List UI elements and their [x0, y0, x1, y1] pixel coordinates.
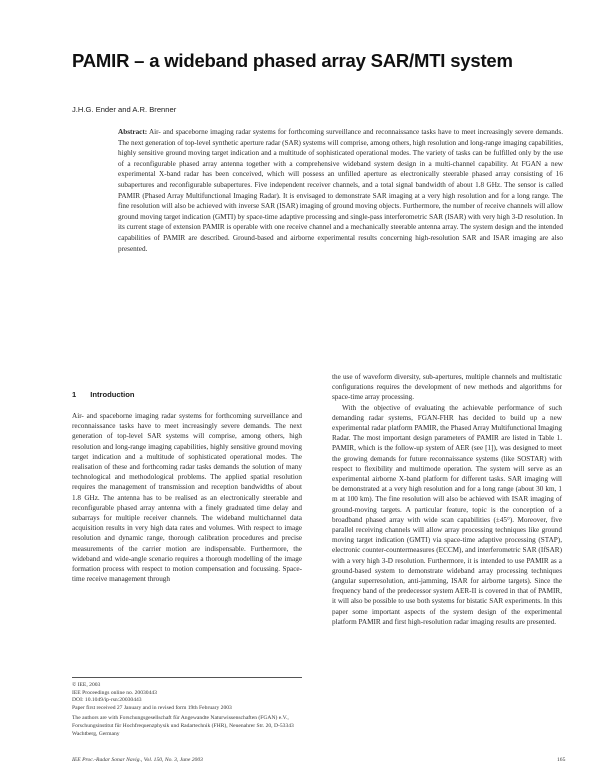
- abstract-body: Air- and spaceborne imaging radar systems for forthcoming surveillance and reconnaissance tasks have to meet increasingly severe demands. The next generation of top-level synthetic aperture radar (SAR) systems will comprise, among others, high resolution and long-range imaging capabilities, highly sensitive ground moving target indication and a multitude of sophisticated operational modes. The variety of tasks can be fulfilled only by the use of a reconfigurable phased array antenna together with a comprehensive wideband system design in a multi-channel capability. At FGAN a new experimental X-band radar has been conceived, which will possess an unfilled aperture as electronically steerable phased array consisting of 16 subapertures and reconfigurable subapertures. Five independent receiver channels, and a total signal bandwidth of about 1.8 GHz. The sensor is called PAMIR (Phased Array Multifunctional Imaging Radar). It is envisaged to demonstrate SAR imaging at a very high resolution and for a long range. The fine resolution will also be achieved with inverse SAR (ISAR) imaging of ground moving objects. Furthermore, the number of receive channels will allow ground moving target indication (GMTI) by space-time adaptive processing and single-pass interferometric SAR (ISAR) with very high 3-D resolution. In its current stage of extension PAMIR is operable with one receive channel and a mechanically steerable antenna array. The system design and the intended capabilities of PAMIR are described. Ground-based and airborne experimental results concerning high-resolution SAR and ISAR imaging are also presented.: [118, 128, 563, 253]
- section-title: Introduction: [90, 390, 135, 399]
- section-number: 1: [72, 390, 77, 399]
- paper-title: PAMIR – a wideband phased array SAR/MTI system: [72, 50, 513, 71]
- body-paragraph: Air- and spaceborne imaging radar systems for forthcoming surveillance and reconnaissance tasks have to meet increasingly severe demands. The next generation of top-level SAR systems will comprise, among others, high resolution and long-range imaging capabilities, highly sensitive ground moving target indication and a multitude of sophisticated operational modes. The realisation of these and forthcoming radar tasks demands the solution of many technological and methodological problems. The applied spatial resolution requires the management of transmission and reception bandwidths of about 1.8 GHz. The antenna has to be realised as an electronically steerable and reconfigurable phased array antenna with a finely graduated time delay and subarrays for multiple receiver channels. The wideband multichannel data acquisition results in very high data rates and volumes. With respect to image resolution and dynamic range, thorough calibration procedures and precise measurements of the carrier motion are indispensable. Furthermore, the wideband and wide-angle scenario requires a thorough modelling of the image formation process with respect to motion compensation and focussing. Space-time receive management through: [72, 412, 302, 584]
- footnotes: [72, 677, 302, 738]
- paper-authors: J.H.G. Ender and A.R. Brenner: [72, 105, 177, 114]
- abstract-label: Abstract:: [118, 128, 148, 136]
- running-footer: IEE Proc.-Radar Sonar Navig., Vol. 150, No. 3, June 2003: [72, 757, 203, 763]
- footnote-doi: DOI: 10.1049/ip-rsn:20030443: [72, 697, 142, 704]
- body-paragraph: With the objective of evaluating the achievable performance of such demanding radar systems, FGAN-FHR has decided to build up a new experimental radar platform PAMIR, the Phased Array Multifunctional Imaging Radar. The most important design parameters of PAMIR are listed in Table 1. PAMIR, which is the follow-up system of AER (see [1]), was designed to meet the growing demands for future reconnaissance systems (like SOSTAR) with respect to flexibility and multimode operation. The system will serve as an experimental airborne X-band platform for different tasks. SAR imaging will be demonstrated at a very high resolution and for a long range (about 30 km, 1 m at 100 km). The fine resolution will also be achieved with ISAR imaging of ground-moving targets. A particular feature, topic is the conception of a broadband phased array with wide scan capabilities (±45°). Moreover, five parallel receiving channels will allow array processing techniques like ground moving target indication (GMTI) via space-time adaptive processing (STAP), electronic counter-countermeasures (ECCM), and interferometric SAR (IfSAR) with a very high 3-D resolution. Furthermore, it is intended to use PAMIR as a ground-based system to demonstrate wideband array processing techniques (angular superresolution, anti-jamming, ISAR for airborne targets). Since the frequency band of the predecessor system AER-II is covered in that of PAMIR, it will also be possible to use both systems for bistatic SAR experiments. In this paper some important aspects of the system design of the experimental platform PAMIR and first high-resolution radar imaging results are presented.: [332, 403, 562, 626]
- section-heading: [72, 390, 302, 399]
- footnote-received: Paper first received 27 January and in revised form 19th February 2003: [72, 704, 232, 711]
- footnote-proceedings: IEE Proceedings online no. 20030443: [72, 689, 157, 696]
- right-column: [332, 372, 562, 627]
- abstract: [118, 127, 563, 254]
- left-column: [72, 390, 302, 584]
- body-paragraph: the use of waveform diversity, sub-apertures, multiple channels and multistatic configurations requires the development of new methods and algorithms for space-time array processing.: [332, 373, 562, 402]
- footnote-copyright: © IEE, 2003: [72, 682, 101, 688]
- page-number: 165: [557, 757, 566, 763]
- footnote-affiliation: The authors are with Forschungsgesellschaft für Angewandte Naturwissenschaften (FGAN) e.V., Forschungsinstitut für Hochfrequenzphysik und Radartechnik (FHR), Neuenahrer Str. 20, D-53343 Wachtberg, Germany: [72, 715, 294, 737]
